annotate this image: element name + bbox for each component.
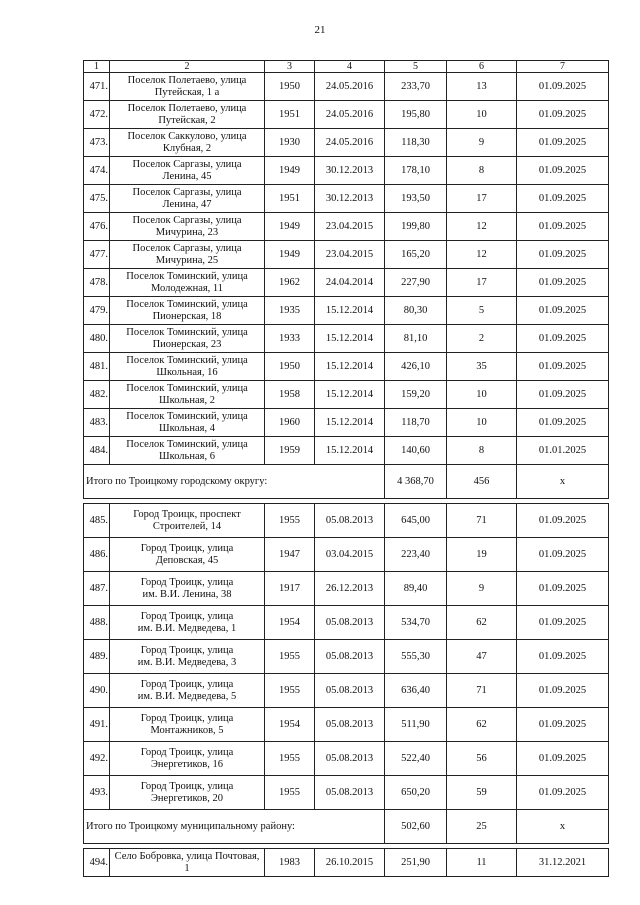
row-number-cell: 478. [84,269,110,297]
total-deadline: x [517,465,609,499]
recognition-date-cell: 15.12.2014 [315,409,385,437]
table-body [84,61,609,877]
row-number-cell: 471. [84,73,110,101]
area-cell: 80,30 [385,297,447,325]
row-number-cell: 472. [84,101,110,129]
residents-cell: 59 [447,776,517,810]
residents-cell: 17 [447,269,517,297]
year-built-cell: 1955 [265,674,315,708]
address-cell: Поселок Томинский, улица Пионерская, 23 [110,325,265,353]
residents-cell: 8 [447,157,517,185]
residents-cell: 10 [447,101,517,129]
table-row [84,742,609,776]
recognition-date-cell: 26.12.2013 [315,572,385,606]
area-cell: 511,90 [385,708,447,742]
table-row [84,708,609,742]
residents-cell: 62 [447,708,517,742]
recognition-date-cell: 05.08.2013 [315,606,385,640]
address-cell: Поселок Томинский, улица Школьная, 4 [110,409,265,437]
header-cell: 5 [385,61,447,73]
recognition-date-cell: 03.04.2015 [315,538,385,572]
row-number-cell: 474. [84,157,110,185]
area-cell: 178,10 [385,157,447,185]
year-built-cell: 1949 [265,241,315,269]
table-row [84,101,609,129]
recognition-date-cell: 05.08.2013 [315,674,385,708]
address-cell: Поселок Саккулово, улица Клубная, 2 [110,129,265,157]
table-row [84,381,609,409]
deadline-cell: 01.09.2025 [517,241,609,269]
table-row [84,674,609,708]
table-row [84,213,609,241]
row-number-cell: 477. [84,241,110,269]
recognition-date-cell: 23.04.2015 [315,213,385,241]
residents-cell: 11 [447,849,517,877]
residents-cell: 12 [447,213,517,241]
deadline-cell: 01.09.2025 [517,129,609,157]
table-row [84,538,609,572]
area-cell: 534,70 [385,606,447,640]
recognition-date-cell: 15.12.2014 [315,381,385,409]
area-cell: 426,10 [385,353,447,381]
table-row [84,776,609,810]
total-label: Итого по Троицкому муниципальному району: [84,810,385,844]
deadline-cell: 01.09.2025 [517,213,609,241]
residents-cell: 71 [447,674,517,708]
year-built-cell: 1930 [265,129,315,157]
address-cell: Город Троицк, улица Монтажников, 5 [110,708,265,742]
row-number-cell: 491. [84,708,110,742]
table-row [84,269,609,297]
residents-cell: 35 [447,353,517,381]
deadline-cell: 01.09.2025 [517,381,609,409]
address-cell: Село Бобровка, улица Почтовая, 1 [110,849,265,877]
table-row [84,437,609,465]
table-row [84,129,609,157]
table-row [84,606,609,640]
year-built-cell: 1917 [265,572,315,606]
table-row [84,640,609,674]
table-row [84,504,609,538]
deadline-cell: 01.09.2025 [517,742,609,776]
table-row [84,325,609,353]
address-cell: Поселок Саргазы, улица Мичурина, 23 [110,213,265,241]
header-cell: 6 [447,61,517,73]
total-residents: 25 [447,810,517,844]
header-cell: 7 [517,61,609,73]
area-cell: 165,20 [385,241,447,269]
header-cell: 3 [265,61,315,73]
address-cell: Поселок Полетаево, улица Путейская, 2 [110,101,265,129]
row-number-cell: 486. [84,538,110,572]
deadline-cell: 01.09.2025 [517,674,609,708]
year-built-cell: 1955 [265,742,315,776]
address-cell: Город Троицк, проспект Строителей, 14 [110,504,265,538]
address-cell: Поселок Томинский, улица Школьная, 16 [110,353,265,381]
area-cell: 159,20 [385,381,447,409]
residents-cell: 10 [447,381,517,409]
deadline-cell: 01.09.2025 [517,572,609,606]
year-built-cell: 1960 [265,409,315,437]
area-cell: 227,90 [385,269,447,297]
area-cell: 81,10 [385,325,447,353]
recognition-date-cell: 23.04.2015 [315,241,385,269]
header-cell: 1 [84,61,110,73]
deadline-cell: 01.09.2025 [517,776,609,810]
page-number: 21 [314,24,326,36]
residents-cell: 13 [447,73,517,101]
year-built-cell: 1949 [265,157,315,185]
residents-cell: 9 [447,572,517,606]
residents-cell: 9 [447,129,517,157]
recognition-date-cell: 26.10.2015 [315,849,385,877]
row-number-cell: 484. [84,437,110,465]
row-number-cell: 482. [84,381,110,409]
table-row [84,297,609,325]
table-row [84,849,609,877]
housing-table [83,60,609,877]
address-cell: Город Троицк, улица им. В.И. Медведева, 1 [110,606,265,640]
deadline-cell: 01.09.2025 [517,269,609,297]
row-number-cell: 485. [84,504,110,538]
address-cell: Поселок Томинский, улица Школьная, 6 [110,437,265,465]
residents-cell: 5 [447,297,517,325]
deadline-cell: 01.09.2025 [517,325,609,353]
row-number-cell: 481. [84,353,110,381]
area-cell: 636,40 [385,674,447,708]
address-cell: Город Троицк, улица Энергетиков, 16 [110,742,265,776]
area-cell: 555,30 [385,640,447,674]
header-cell: 2 [110,61,265,73]
recognition-date-cell: 24.04.2014 [315,269,385,297]
address-cell: Поселок Саргазы, улица Ленина, 47 [110,185,265,213]
year-built-cell: 1958 [265,381,315,409]
year-built-cell: 1935 [265,297,315,325]
area-cell: 89,40 [385,572,447,606]
row-number-cell: 473. [84,129,110,157]
residents-cell: 2 [447,325,517,353]
residents-cell: 47 [447,640,517,674]
row-number-cell: 487. [84,572,110,606]
deadline-cell: 01.09.2025 [517,409,609,437]
address-cell: Поселок Саргазы, улица Мичурина, 25 [110,241,265,269]
table-row [84,185,609,213]
recognition-date-cell: 15.12.2014 [315,297,385,325]
recognition-date-cell: 15.12.2014 [315,437,385,465]
deadline-cell: 01.09.2025 [517,185,609,213]
recognition-date-cell: 24.05.2016 [315,129,385,157]
address-cell: Поселок Томинский, улица Молодежная, 11 [110,269,265,297]
residents-cell: 56 [447,742,517,776]
row-number-cell: 476. [84,213,110,241]
recognition-date-cell: 05.08.2013 [315,640,385,674]
address-cell: Город Троицк, улица им. В.И. Медведева, 5 [110,674,265,708]
address-cell: Город Троицк, улица им. В.И. Медведева, 3 [110,640,265,674]
year-built-cell: 1950 [265,353,315,381]
address-cell: Город Троицк, улица Энергетиков, 20 [110,776,265,810]
header-cell: 4 [315,61,385,73]
row-number-cell: 488. [84,606,110,640]
deadline-cell: 01.09.2025 [517,73,609,101]
deadline-cell: 01.09.2025 [517,640,609,674]
area-cell: 118,30 [385,129,447,157]
area-cell: 195,80 [385,101,447,129]
area-cell: 193,50 [385,185,447,213]
table-row [84,572,609,606]
area-cell: 199,80 [385,213,447,241]
recognition-date-cell: 30.12.2013 [315,157,385,185]
recognition-date-cell: 24.05.2016 [315,101,385,129]
year-built-cell: 1955 [265,776,315,810]
deadline-cell: 01.09.2025 [517,708,609,742]
year-built-cell: 1959 [265,437,315,465]
area-cell: 645,00 [385,504,447,538]
table-row [84,409,609,437]
total-row [84,465,609,499]
deadline-cell: 01.01.2025 [517,437,609,465]
row-number-cell: 494. [84,849,110,877]
address-cell: Поселок Томинский, улица Пионерская, 18 [110,297,265,325]
deadline-cell: 01.09.2025 [517,101,609,129]
address-cell: Поселок Саргазы, улица Ленина, 45 [110,157,265,185]
area-cell: 251,90 [385,849,447,877]
header-row [84,61,609,73]
year-built-cell: 1954 [265,606,315,640]
total-label: Итого по Троицкому городскому округу: [84,465,385,499]
year-built-cell: 1951 [265,185,315,213]
year-built-cell: 1962 [265,269,315,297]
area-cell: 223,40 [385,538,447,572]
total-row [84,810,609,844]
row-number-cell: 493. [84,776,110,810]
area-cell: 522,40 [385,742,447,776]
deadline-cell: 01.09.2025 [517,157,609,185]
deadline-cell: 01.09.2025 [517,353,609,381]
area-cell: 118,70 [385,409,447,437]
year-built-cell: 1947 [265,538,315,572]
recognition-date-cell: 15.12.2014 [315,325,385,353]
table-row [84,353,609,381]
deadline-cell: 01.09.2025 [517,297,609,325]
year-built-cell: 1949 [265,213,315,241]
year-built-cell: 1950 [265,73,315,101]
residents-cell: 19 [447,538,517,572]
row-number-cell: 480. [84,325,110,353]
deadline-cell: 01.09.2025 [517,538,609,572]
address-cell: Город Троицк, улица им. В.И. Ленина, 38 [110,572,265,606]
recognition-date-cell: 05.08.2013 [315,708,385,742]
recognition-date-cell: 05.08.2013 [315,504,385,538]
deadline-cell: 01.09.2025 [517,504,609,538]
total-area: 502,60 [385,810,447,844]
residents-cell: 71 [447,504,517,538]
table-row [84,157,609,185]
deadline-cell: 01.09.2025 [517,606,609,640]
recognition-date-cell: 30.12.2013 [315,185,385,213]
year-built-cell: 1954 [265,708,315,742]
area-cell: 233,70 [385,73,447,101]
deadline-cell: 31.12.2021 [517,849,609,877]
address-cell: Город Троицк, улица Деповская, 45 [110,538,265,572]
residents-cell: 10 [447,409,517,437]
total-area: 4 368,70 [385,465,447,499]
residents-cell: 8 [447,437,517,465]
row-number-cell: 489. [84,640,110,674]
row-number-cell: 475. [84,185,110,213]
year-built-cell: 1933 [265,325,315,353]
recognition-date-cell: 15.12.2014 [315,353,385,381]
year-built-cell: 1955 [265,640,315,674]
residents-cell: 12 [447,241,517,269]
row-number-cell: 490. [84,674,110,708]
year-built-cell: 1955 [265,504,315,538]
total-deadline: x [517,810,609,844]
year-built-cell: 1951 [265,101,315,129]
address-cell: Поселок Томинский, улица Школьная, 2 [110,381,265,409]
row-number-cell: 483. [84,409,110,437]
total-residents: 456 [447,465,517,499]
area-cell: 140,60 [385,437,447,465]
year-built-cell: 1983 [265,849,315,877]
table-row [84,241,609,269]
residents-cell: 17 [447,185,517,213]
residents-cell: 62 [447,606,517,640]
table-row [84,73,609,101]
area-cell: 650,20 [385,776,447,810]
address-cell: Поселок Полетаево, улица Путейская, 1 а [110,73,265,101]
row-number-cell: 492. [84,742,110,776]
row-number-cell: 479. [84,297,110,325]
recognition-date-cell: 05.08.2013 [315,776,385,810]
recognition-date-cell: 24.05.2016 [315,73,385,101]
recognition-date-cell: 05.08.2013 [315,742,385,776]
